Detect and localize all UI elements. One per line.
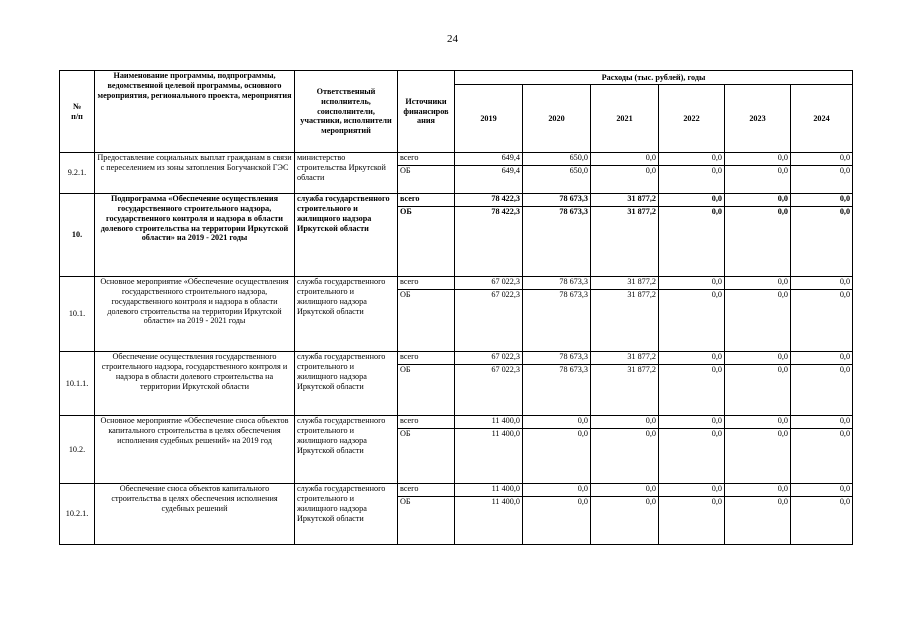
year-values <box>523 484 591 545</box>
expense-value: 0,0 <box>711 365 722 374</box>
table-row <box>60 277 853 352</box>
row-responsible: служба государственного строительного и жилищного надзора Иркутской области <box>295 277 398 352</box>
expense-value: 0,0 <box>791 484 852 497</box>
row-responsible: служба государственного строительного и жилищного надзора Иркутской области <box>295 194 398 277</box>
expense-value: 0,0 <box>591 484 658 497</box>
year-values <box>791 277 853 352</box>
year-values <box>455 277 523 352</box>
row-responsible: министерство строительства Иркутской области <box>295 153 398 194</box>
header-expenses: Расходы (тыс. рублей), годы <box>455 71 853 85</box>
year-values <box>523 194 591 277</box>
source-label: ОБ <box>400 365 411 374</box>
page-number: 24 <box>447 33 458 45</box>
year-values <box>591 277 659 352</box>
year-values <box>455 416 523 484</box>
table-row <box>60 416 853 484</box>
expense-value: 78 673,3 <box>559 290 588 299</box>
expense-value: 0,0 <box>645 429 656 438</box>
header-year: 2022 <box>659 85 725 153</box>
expense-value: 11 400,0 <box>455 416 522 429</box>
expense-value: 0,0 <box>711 166 722 175</box>
expense-value: 0,0 <box>839 290 851 299</box>
expense-value: 31 877,2 <box>591 194 658 207</box>
year-values <box>659 484 725 545</box>
expense-value: 67 022,3 <box>491 365 520 374</box>
expense-value: 0,0 <box>777 207 788 216</box>
source-label: всего <box>398 277 454 290</box>
year-values <box>791 153 853 194</box>
row-responsible: служба государственного строительного и жилищного надзора Иркутской области <box>295 416 398 484</box>
expense-value: 0,0 <box>659 484 724 497</box>
expense-value: 67 022,3 <box>455 352 522 365</box>
table-row <box>60 153 853 194</box>
expense-value: 31 877,2 <box>591 352 658 365</box>
header-year: 2023 <box>725 85 791 153</box>
year-values <box>791 416 853 484</box>
year-values <box>523 277 591 352</box>
source-label: ОБ <box>400 429 411 438</box>
row-sources <box>398 153 455 194</box>
source-label: ОБ <box>400 497 411 506</box>
expense-value: 0,0 <box>777 290 788 299</box>
source-label: всего <box>398 352 454 365</box>
row-sources <box>398 277 455 352</box>
header-num: № п/п <box>60 71 95 153</box>
year-values <box>725 352 791 416</box>
expense-value: 649,4 <box>455 153 522 166</box>
expense-value: 11 400,0 <box>491 429 520 438</box>
expense-value: 78 673,3 <box>559 365 588 374</box>
expense-value: 0,0 <box>777 365 788 374</box>
year-values <box>791 484 853 545</box>
year-values <box>455 484 523 545</box>
expense-value: 0,0 <box>711 429 722 438</box>
row-number: 10.2. <box>60 416 95 484</box>
header-name: Наименование программы, подпрограммы, ведомственной целевой программы, основного мероприятия, регионального проекта, мероприятия <box>95 71 295 153</box>
expense-value: 0,0 <box>725 277 790 290</box>
expense-value: 0,0 <box>791 352 852 365</box>
expense-value: 0,0 <box>777 497 788 506</box>
expense-value: 78 422,3 <box>491 207 520 216</box>
expense-value: 0,0 <box>839 365 851 374</box>
year-values <box>455 194 523 277</box>
expense-value: 0,0 <box>725 484 790 497</box>
expense-value: 11 400,0 <box>491 497 520 506</box>
expense-value: 0,0 <box>725 352 790 365</box>
year-values <box>523 416 591 484</box>
row-number: 10.2.1. <box>60 484 95 545</box>
source-label: ОБ <box>400 290 411 299</box>
source-label: всего <box>398 484 454 497</box>
expense-value: 0,0 <box>659 352 724 365</box>
expense-value: 78 673,3 <box>559 207 588 216</box>
row-name: Обеспечение сноса объектов капитального строительства в целях обеспечения исполнения судебных решений <box>95 484 295 545</box>
row-name: Предоставление социальных выплат гражданам в связи с переселением из зоны затопления Богучанской ГЭС <box>95 153 295 194</box>
header-year: 2021 <box>591 85 659 153</box>
expense-value: 31 877,2 <box>627 290 656 299</box>
table-row <box>60 352 853 416</box>
expense-value: 31 877,2 <box>627 365 656 374</box>
expense-value: 0,0 <box>791 153 852 166</box>
expense-value: 78 422,3 <box>455 194 522 207</box>
expense-value: 0,0 <box>577 497 588 506</box>
row-name: Основное мероприятие «Обеспечение сноса объектов капитального строительства в целях обеспечения исполнения судебных решений» на 2019 год <box>95 416 295 484</box>
expense-value: 649,4 <box>501 166 520 175</box>
expense-value: 0,0 <box>577 429 588 438</box>
row-number: 10.1. <box>60 277 95 352</box>
expense-value: 0,0 <box>659 194 724 207</box>
year-values <box>791 352 853 416</box>
year-values <box>523 352 591 416</box>
year-values <box>591 194 659 277</box>
expense-value: 0,0 <box>777 429 788 438</box>
expense-value: 0,0 <box>725 194 790 207</box>
expense-value: 0,0 <box>839 207 851 216</box>
expense-value: 0,0 <box>725 153 790 166</box>
year-values <box>659 277 725 352</box>
header-year: 2020 <box>523 85 591 153</box>
year-values <box>591 153 659 194</box>
expense-value: 31 877,2 <box>627 207 656 216</box>
expense-value: 78 673,3 <box>523 352 590 365</box>
expense-value: 0,0 <box>791 194 852 207</box>
year-values <box>523 153 591 194</box>
expense-value: 0,0 <box>659 416 724 429</box>
table-row <box>60 484 853 545</box>
expense-value: 0,0 <box>839 429 851 438</box>
source-label: всего <box>398 194 454 207</box>
expense-value: 78 673,3 <box>523 194 590 207</box>
source-label: всего <box>398 416 454 429</box>
expense-value: 0,0 <box>791 416 852 429</box>
source-label: ОБ <box>400 166 411 175</box>
year-values <box>659 194 725 277</box>
expense-value: 0,0 <box>591 153 658 166</box>
row-name: Обеспечение осуществления государственного строительного надзора, государственного контроля и надзора в области долевого строительства на территории Иркутской области <box>95 352 295 416</box>
expense-value: 650,0 <box>523 153 590 166</box>
header-sources: Источники финансиров ания <box>398 71 455 153</box>
expense-value: 0,0 <box>725 416 790 429</box>
expense-value: 67 022,3 <box>455 277 522 290</box>
expense-value: 31 877,2 <box>591 277 658 290</box>
table-body <box>60 153 853 545</box>
expense-value: 67 022,3 <box>491 290 520 299</box>
row-responsible: служба государственного строительного и жилищного надзора Иркутской области <box>295 484 398 545</box>
year-values <box>455 352 523 416</box>
year-values <box>791 194 853 277</box>
year-values <box>725 416 791 484</box>
year-values <box>591 416 659 484</box>
year-values <box>725 153 791 194</box>
row-number: 9.2.1. <box>60 153 95 194</box>
expense-value: 11 400,0 <box>455 484 522 497</box>
source-label: ОБ <box>400 207 412 216</box>
expense-value: 0,0 <box>711 497 722 506</box>
header-year: 2024 <box>791 85 853 153</box>
table-row <box>60 194 853 277</box>
expense-value: 0,0 <box>711 290 722 299</box>
expense-value: 0,0 <box>523 484 590 497</box>
year-values <box>725 484 791 545</box>
header-responsible: Ответственный исполнитель, соисполнители, участники, исполнители мероприятий <box>295 71 398 153</box>
row-number: 10. <box>60 194 95 277</box>
expense-value: 0,0 <box>839 497 851 506</box>
row-responsible: служба государственного строительного и жилищного надзора Иркутской области <box>295 352 398 416</box>
row-name: Подпрограмма «Обеспечение осуществления государственного строительного надзора, государственного контроля и надзора в области долевого строительства на территории Иркутской области» на 2019 - 2021 годы <box>95 194 295 277</box>
expense-value: 0,0 <box>645 166 656 175</box>
budget-table <box>59 70 853 545</box>
year-values <box>659 153 725 194</box>
year-values <box>725 194 791 277</box>
expense-value: 0,0 <box>591 416 658 429</box>
row-sources <box>398 484 455 545</box>
year-values <box>659 352 725 416</box>
expense-value: 78 673,3 <box>523 277 590 290</box>
expense-value: 0,0 <box>659 277 724 290</box>
expense-value: 650,0 <box>569 166 588 175</box>
header-year: 2019 <box>455 85 523 153</box>
year-values <box>659 416 725 484</box>
expense-value: 0,0 <box>791 277 852 290</box>
year-values <box>591 352 659 416</box>
expense-value: 0,0 <box>523 416 590 429</box>
expense-value: 0,0 <box>645 497 656 506</box>
row-sources <box>398 352 455 416</box>
row-name: Основное мероприятие «Обеспечение осуществления государственного строительного надзора, государственного контроля и надзора в области долевого строительства на территории Иркутской области» на 2019 - 2021 годы <box>95 277 295 352</box>
year-values <box>725 277 791 352</box>
expense-value: 0,0 <box>659 153 724 166</box>
row-sources <box>398 416 455 484</box>
year-values <box>455 153 523 194</box>
row-sources <box>398 194 455 277</box>
expense-value: 0,0 <box>777 166 788 175</box>
expense-value: 0,0 <box>711 207 722 216</box>
row-number: 10.1.1. <box>60 352 95 416</box>
expense-value: 0,0 <box>839 166 851 175</box>
source-label: всего <box>398 153 454 166</box>
year-values <box>591 484 659 545</box>
